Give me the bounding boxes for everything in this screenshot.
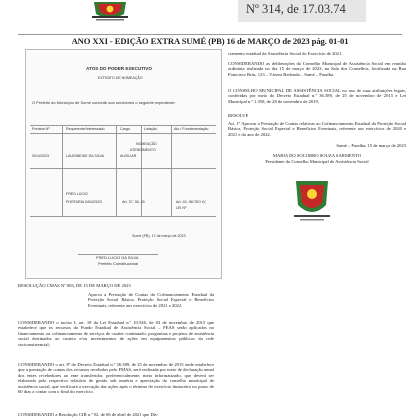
scan-subtitle: EXTRATO DE NOMEAÇÃO: [98, 76, 143, 80]
right-date: Sumé – Paraíba, 15 de março de 2023: [336, 143, 406, 148]
table-line: [171, 125, 172, 216]
right-p1: ciamento estadual da Assistência Social do Exercício de 2021.: [228, 51, 343, 56]
row1-lotacao: ATENDIMENTO: [130, 148, 156, 152]
right-p4: Art. 1º Aprovar a Prestação de Contas relativas ao Cofinanciamento Estadual da Proteção Social Básica, Proteção Social Especial e Benefícios Eventuais, referente aos exercícios de 2020 e 2021 e do ano de 2022.: [228, 121, 406, 137]
masthead: ANO XXI - EDIÇÃO EXTRA SUMÉ (PB) 16 de MARÇO de 2023 pág. 01-01: [71, 36, 349, 46]
scan-col-portaria: Portaria Nº: [32, 127, 50, 131]
right-resolve: RESOLVE: [228, 113, 249, 118]
council-seal: [290, 175, 334, 223]
table-line: [30, 168, 216, 169]
municipal-logo: [88, 0, 132, 22]
header-rule: [18, 34, 402, 35]
row1-name: LAUDINEIDE DA SILVA: [66, 154, 105, 158]
row2-ato2: Art. 40, INCISO IV,: [176, 200, 207, 204]
scan-signer-role: Prefeito Constitucional: [98, 261, 139, 266]
scan-col-lotacao: Lotação: [144, 127, 157, 131]
scan-signer: FRED LUCIO DA SILVA: [96, 255, 139, 260]
scan-intro: O Prefeito do Município de Sumé concede aos servidores o seguinte expediente:: [32, 100, 176, 105]
right-p3: O CONSELHO MUNICIPAL DE ASSISTÊNCIA SOCIAL no uso de suas atribuições legais, conferidas por meio do Decreto Estadual n.º 36.389, de 25 de novembro de 2015 e Lei Municipal n.º 1.358, de 28 de novembro de 2019,: [228, 88, 406, 104]
row2-sub: FRED LUCIO: [66, 192, 88, 196]
considerando-2: CONSIDERANDO o art. 8º do Decreto Estadual n.º 36.389, de 25 de novembro de 2015 onde estabelece que a prestação de contas dos recursos recebidos pelo FMAS, será realizada por meio de declaração anual dos entes recebedores ao ente transferidor, preferencialmente, meio informatizado, que deverá ser elaborada pelo respectivo relatório de gestão sob matéria e apreciação do conselho municipal de assistência social, que verificará a execução das ações após o término do exercício financeiro no prazo de 60 dias a contar com o final do exercício.: [18, 362, 214, 395]
considerando-1: CONSIDERANDO o inciso I, art. 18 da Lei Estadual n.º 10.546, de 03 de novembro de 2015 que estabelece que os recursos do Fundo Estadual de Assistência Social – FEAS serão aplicados no financiamento ou cofinanciamento de serviços de caráter continuado, programas e projetos de assistência social destinados ao custeio e/ou investimentos de ações em equipamentos públicos da rede socioassistencial;: [18, 320, 214, 347]
table-line: [30, 133, 216, 134]
table-line: [30, 125, 216, 126]
scanned-document: [25, 49, 222, 279]
scan-title: ATOS DO PODER EXECUTIVO: [86, 66, 152, 71]
resolucao-ementa: Aprova a Prestação de Contas do Cofinanciamento Estadual da Proteção Social Básica, Proteção Social Especial e Benefícios Eventuais, referente aos exercícios de 2021 e 2022.: [88, 292, 214, 308]
right-p2: CONSIDERANDO as deliberações do Conselho Municipal de Assistência Social em reunião ordinária realizada no dia 15 de março de 2023, na Sala dos Conselhos, localizada na Rua Francisco Brás, 123 – Várzea Redonda – Sumé – Paraíba.: [228, 61, 406, 77]
considerando-3: CONSIDERANDO a Resolução CIB n.º 02, de 06 de abril de 2021 que Dis-: [18, 412, 159, 417]
table-line: [30, 216, 216, 217]
row1-num: 0014/2023: [32, 154, 49, 158]
table-line: [116, 125, 117, 216]
scan-col-requerente: Requerente/Interessado: [66, 127, 105, 131]
lei-number: Nº 314, de 17.03.74: [246, 2, 346, 16]
scan-col-ato: Ato / Fundamentação: [174, 127, 209, 131]
scan-place-date: Sumé (PB), 17 de março de 2023.: [132, 234, 187, 238]
right-signer: MARIA DO SOCORRO SOUZA SARMENTO: [272, 153, 362, 158]
row2-ato: Art. 37, 38, 39: [122, 200, 145, 204]
scan-col-cargo: Cargo: [120, 127, 130, 131]
row2-num: PORTARIA 0404/2023: [66, 200, 102, 204]
row1-ato: NOMEAÇÃO: [136, 142, 157, 146]
table-line: [62, 125, 63, 216]
row1-cargo: AUXILIAR: [120, 154, 137, 158]
resolucao-title: RESOLUÇÃO CMAS Nº 003, DE 15 DE MARÇO DE 2023: [18, 283, 131, 288]
row2-ato3: LEI Nº: [176, 206, 187, 210]
right-signer-role: Presidente do Conselho Municipal de Assistência Social: [265, 159, 369, 164]
